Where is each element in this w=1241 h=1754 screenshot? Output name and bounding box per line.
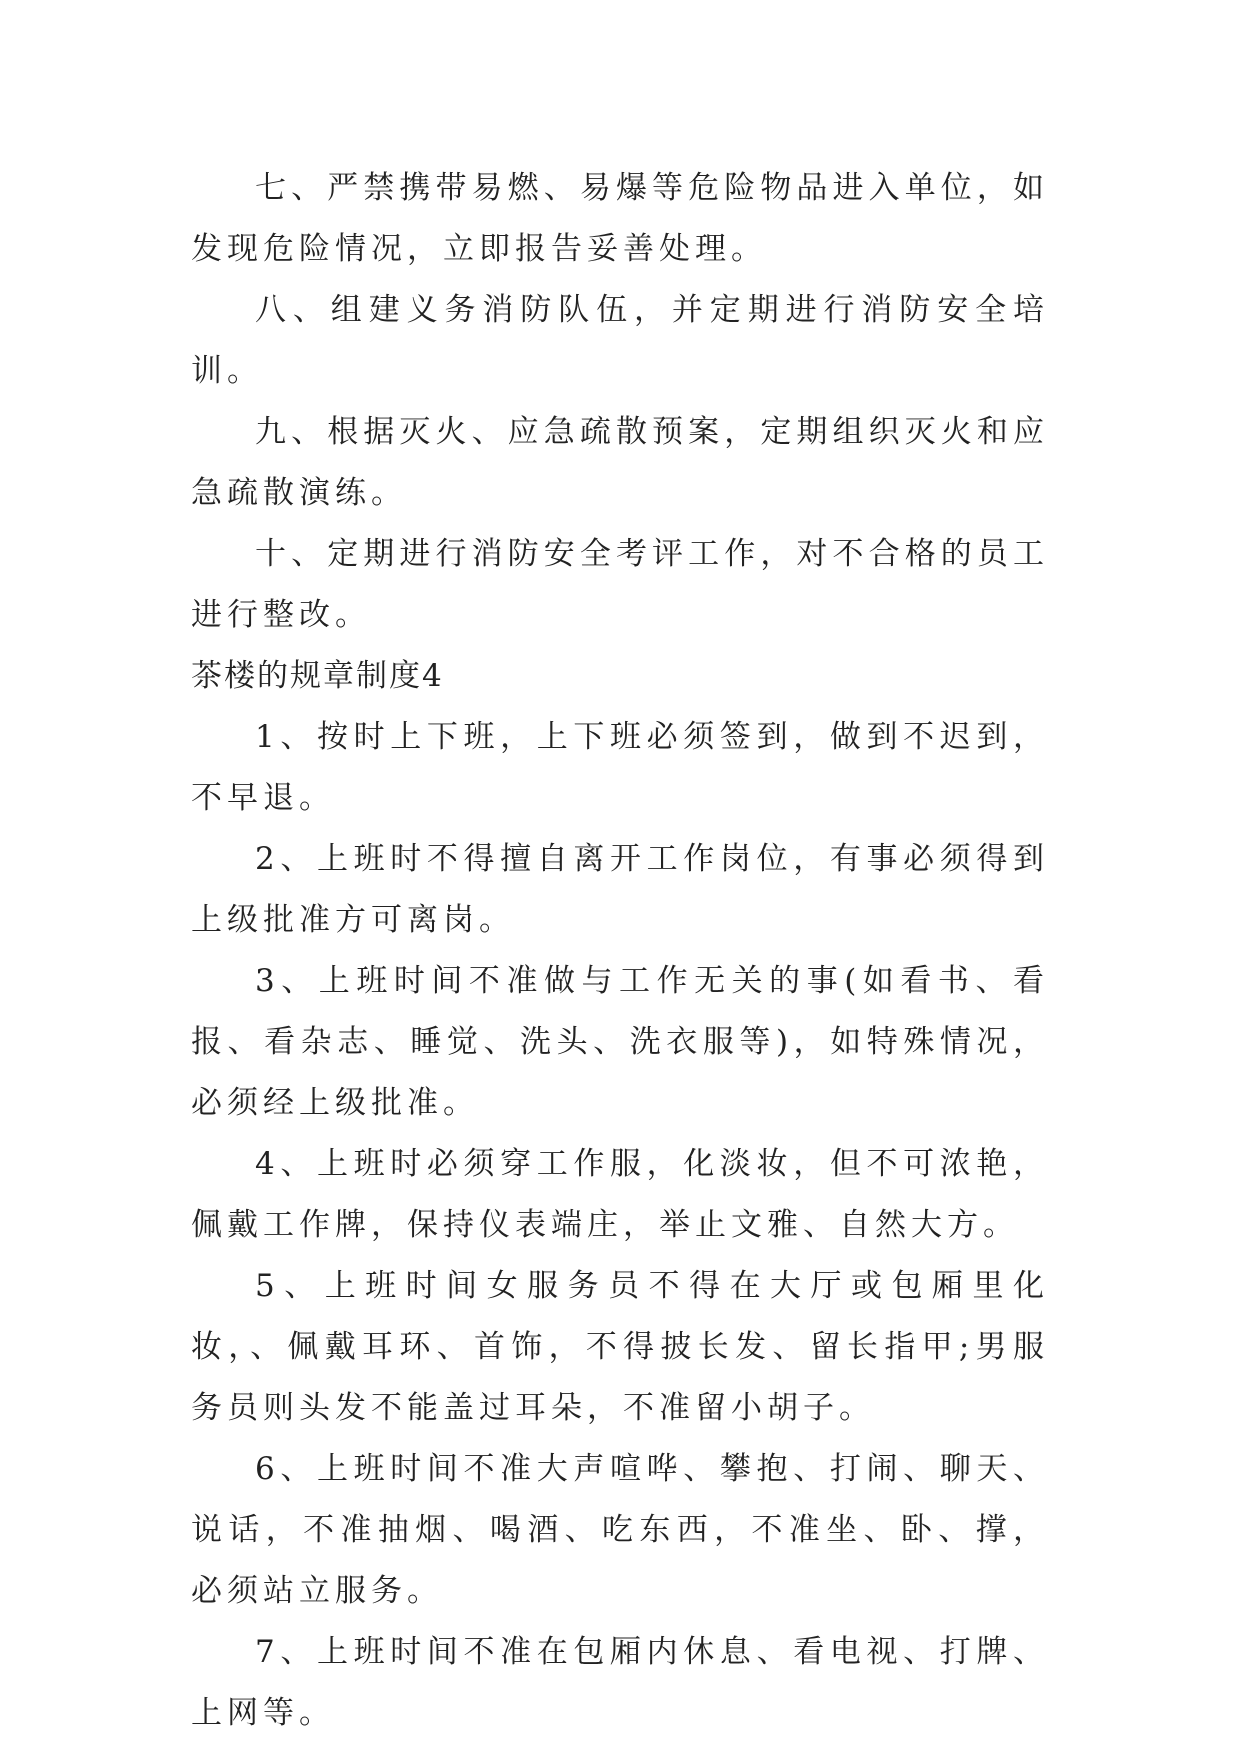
paragraph-item-7: 7、上班时间不准在包厢内休息、看电视、打牌、上网等。 (191, 1634, 1049, 1731)
paragraph-rule-8: 八、组建义务消防队伍，并定期进行消防安全培训。 (191, 292, 1049, 389)
paragraph-item-6: 6、上班时间不准大声喧哗、攀抱、打闹、聊天、说话，不准抽烟、喝酒、吃东西，不准坐、卧、撑，必须站立服务。 (191, 1451, 1049, 1609)
paragraph-rule-7: 七、严禁携带易燃、易爆等危险物品进入单位，如发现危险情况，立即报告妥善处理。 (191, 170, 1049, 267)
paragraph-rule-9: 九、根据灭火、应急疏散预案，定期组织灭火和应急疏散演练。 (191, 414, 1049, 511)
paragraph-rule-10: 十、定期进行消防安全考评工作，对不合格的员工进行整改。 (191, 536, 1049, 633)
paragraph-item-3: 3、上班时间不准做与工作无关的事(如看书、看报、看杂志、睡觉、洗头、洗衣服等)，如特殊情况，必须经上级批准。 (191, 963, 1049, 1121)
paragraph-item-2: 2、上班时不得擅自离开工作岗位，有事必须得到上级批准方可离岗。 (191, 841, 1049, 938)
paragraph-item-1: 1、按时上下班，上下班必须签到，做到不迟到，不早退。 (191, 719, 1049, 816)
paragraph-item-5: 5、上班时间女服务员不得在大厅或包厢里化妆，、佩戴耳环、首饰，不得披长发、留长指甲;男服务员则头发不能盖过耳朵，不准留小胡子。 (191, 1268, 1049, 1426)
paragraph-item-4: 4、上班时必须穿工作服，化淡妆，但不可浓艳，佩戴工作牌，保持仪表端庄，举止文雅、自然大方。 (191, 1146, 1049, 1243)
document-body (191, 158, 1049, 1744)
section-title: 茶楼的规章制度4 (191, 658, 444, 694)
